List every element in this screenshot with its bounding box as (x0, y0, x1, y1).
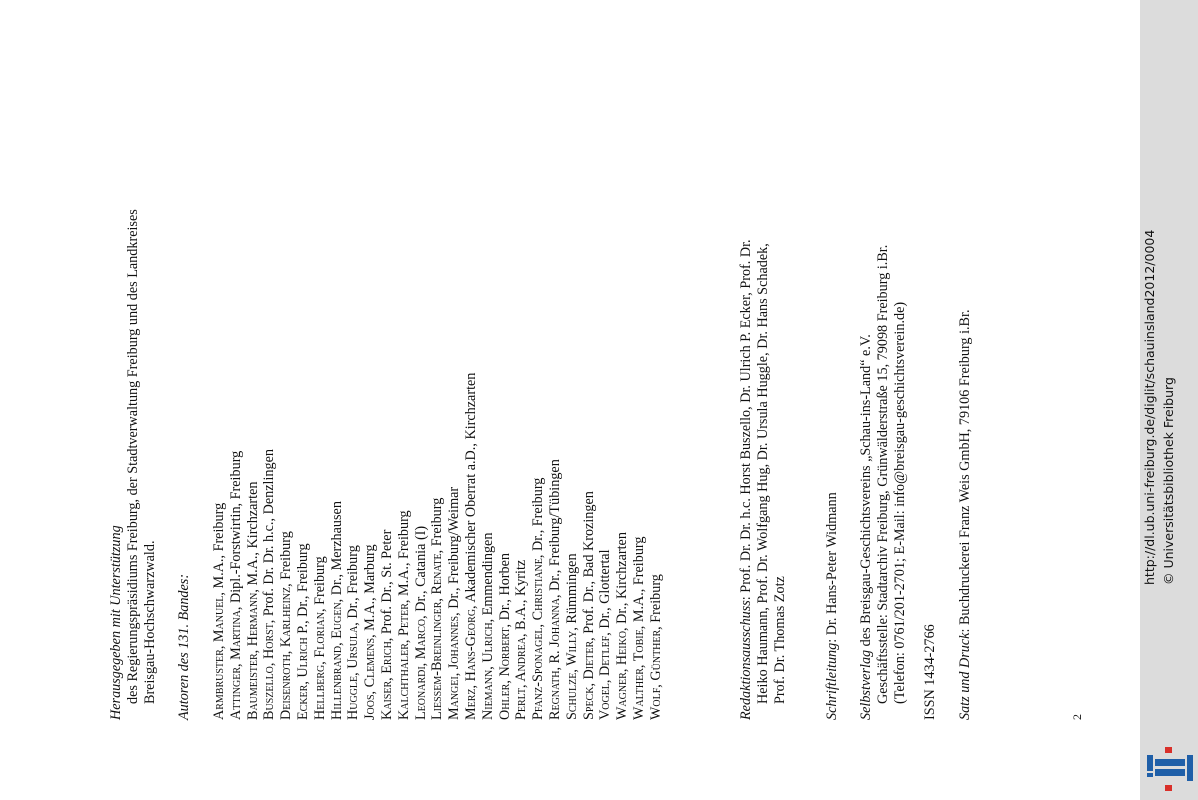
selfpub-line-3: (Telefon: 0761/201-2701; E-Mail: info@breisgau-geschichtsverein.de) (891, 301, 908, 704)
author-details: , Dr., Merzhausen (328, 501, 345, 603)
author-name: Ecker, Ulrich P. (294, 623, 311, 720)
rotated-page (0, 110, 1140, 800)
author-name: Regnath, R. Johanna (546, 598, 563, 720)
author-entry (497, 373, 514, 720)
author-name: Armbruster, Manuel (211, 595, 227, 720)
ub-freiburg-logo-icon (1145, 745, 1195, 793)
author-details: , Freiburg (311, 556, 328, 612)
page-number: 2 (1070, 714, 1084, 720)
author-name: Huggle, Ursula (345, 625, 362, 720)
author-details: , B.A., Kyritz (513, 559, 530, 638)
author-name: Perlt, Andrea (513, 637, 530, 720)
authors-heading: Autoren des 131. Bandes: (176, 573, 192, 720)
editor-value: : Dr. Hans-Peter Widmann (824, 492, 840, 643)
author-name: Schulze, Willy (563, 630, 580, 720)
publisher-note (108, 209, 158, 720)
publisher-heading: Herausgegeben mit Unterstützung (108, 525, 124, 720)
author-name: Buszello, Horst (261, 623, 278, 720)
author-entry (329, 373, 346, 720)
author-name: Deisenroth, Karlheinz (278, 586, 295, 720)
author-details: , Rümmingen (563, 553, 580, 631)
author-name: Ohler, Norbert (496, 627, 513, 720)
selfpub-line-1: des Breisgau-Geschichtsvereins „Schau-ins-Land“ e.V. (858, 334, 874, 650)
author-details: , Dipl.-Forstwirtin, Freiburg (227, 450, 244, 611)
author-details: , Dr., Freiburg/Weimar (446, 486, 463, 616)
publisher-line-2: Breisgau-Hochschwarzwald. (141, 540, 158, 704)
author-entry (597, 373, 614, 720)
author-entry (648, 373, 665, 720)
author-details: , Prof. Dr., Bad Krozingen (580, 491, 597, 641)
author-details: , Dr., Freiburg (530, 477, 547, 559)
editorial-line-3: Prof. Dr. Thomas Zotz (771, 576, 788, 704)
author-details: , Dr., Horben (496, 552, 513, 628)
selfpub-label: Selbstverlag (858, 649, 874, 720)
author-name: Walther, Tobie (630, 629, 647, 720)
author-entry (278, 373, 295, 720)
author-details: , M.A., Freiburg (211, 502, 227, 596)
author-details: , Freiburg (647, 574, 664, 630)
author-entry (564, 373, 581, 720)
author-details: , Dr., Kirchzarten (614, 532, 631, 631)
author-details: , Emmendingen (479, 532, 496, 623)
author-name: Baumeister, Hermann (244, 592, 261, 720)
source-url-link[interactable]: http://dl.ub.uni-freiburg.de/diglit/schauinsland2012/0004 (1142, 229, 1157, 585)
author-name: Joos, Clemens (362, 637, 379, 720)
author-entry (228, 373, 245, 720)
author-entry (446, 373, 463, 720)
author-entry (614, 373, 631, 720)
editorial-label: Redaktionsausschuss (738, 600, 754, 720)
author-entry (631, 373, 648, 720)
author-details: , Dr., Freiburg (294, 543, 311, 624)
author-entry (513, 373, 530, 720)
author-name: Mangei, Johannes (446, 615, 463, 720)
author-details: , M.A., Freiburg (630, 536, 647, 630)
sidebar-text (1140, 0, 1198, 800)
author-name: Wolf, Günther (647, 629, 664, 720)
author-details: , Dr., Freiburg/Tübingen (546, 459, 563, 599)
publisher-line-1: des Regierungspräsidiums Freiburg, der Stadtverwaltung Freiburg und des Landkreises (124, 209, 141, 704)
sidebar (1140, 0, 1198, 800)
author-entry (345, 373, 362, 720)
author-details: , M.A., Kirchzarten (244, 481, 261, 593)
editorial-committee (738, 239, 788, 720)
author-entry (429, 373, 446, 720)
author-name: Pfanz-Sponagel, Christiane (530, 558, 547, 720)
author-entry (312, 373, 329, 720)
author-details: , Dr., Glottertal (597, 549, 614, 636)
editorial-line-1: : Prof. Dr. Dr. h.c. Horst Buszello, Dr. Ulrich P. Ecker, Prof. Dr. (738, 239, 754, 601)
copyright-notice: © Universitätsbibliothek Freiburg (1161, 377, 1176, 585)
author-name: Kaiser, Erich (378, 641, 395, 720)
author-details: , M.A., Freiburg (395, 510, 412, 604)
author-details: , M.A., Marburg (362, 544, 379, 638)
selfpub-line-2: Geschäftsstelle: Stadtarchiv Freiburg, Grünwälderstraße 15, 79098 Freiburg i.Br. (874, 244, 891, 704)
editor-label: Schriftleitung (824, 642, 840, 720)
author-details: , Freiburg (429, 497, 446, 554)
author-name: Merz, Hans-Georg (462, 608, 479, 720)
author-name: Hellberg, Florian (311, 612, 328, 720)
author-entry (379, 373, 396, 720)
author-entry (362, 373, 379, 720)
author-details: , Prof. Dr., St. Peter (378, 529, 395, 642)
author-entry (295, 373, 312, 720)
editorial-line-2: Heiko Haumann, Prof. Dr. Wolfgang Hug, Dr. Ursula Huggle, Dr. Hans Schadek, (754, 243, 771, 704)
author-entry (547, 373, 564, 720)
author-entry (530, 373, 547, 720)
author-name: Leonardi, Marco (412, 618, 429, 720)
author-entry (211, 373, 228, 720)
print-value: : Buchdruckerei Franz Weis GmbH, 79106 Freiburg i.Br. (957, 309, 973, 633)
author-entry (245, 373, 262, 720)
author-details: , Freiburg (278, 531, 295, 587)
author-entry (463, 373, 480, 720)
author-name: Vogel, Detlef (597, 635, 614, 720)
author-name: Attinger, Martina (227, 610, 244, 720)
author-details: , Dr., Freiburg (345, 545, 362, 626)
author-name: Liessem-Breinlinger, Renate (429, 553, 446, 720)
author-name: Speck, Dieter (580, 640, 597, 720)
authors-list (211, 373, 665, 720)
author-entry (480, 373, 497, 720)
author-name: Niemann, Ulrich (479, 622, 496, 720)
author-details: , Dr., Catania (I) (412, 525, 429, 619)
author-entry (396, 373, 413, 720)
issn: ISSN 1434-2766 (922, 624, 938, 720)
author-name: Wagner, Heiko (614, 630, 631, 720)
editor-line (824, 492, 841, 720)
author-details: , Prof. Dr. Dr. h.c., Denzlingen (261, 449, 278, 624)
author-name: Kalchthaler, Peter (395, 603, 412, 720)
printer-line (957, 309, 974, 720)
author-entry (413, 373, 430, 720)
author-entry (581, 373, 598, 720)
author-entry (261, 373, 278, 720)
print-label: Satz und Druck (957, 632, 973, 720)
author-name: Hillenbrand, Eugen (328, 602, 345, 720)
self-publisher (858, 245, 908, 720)
author-details: , Akademischer Oberrat a.D., Kirchzarten (462, 372, 479, 609)
